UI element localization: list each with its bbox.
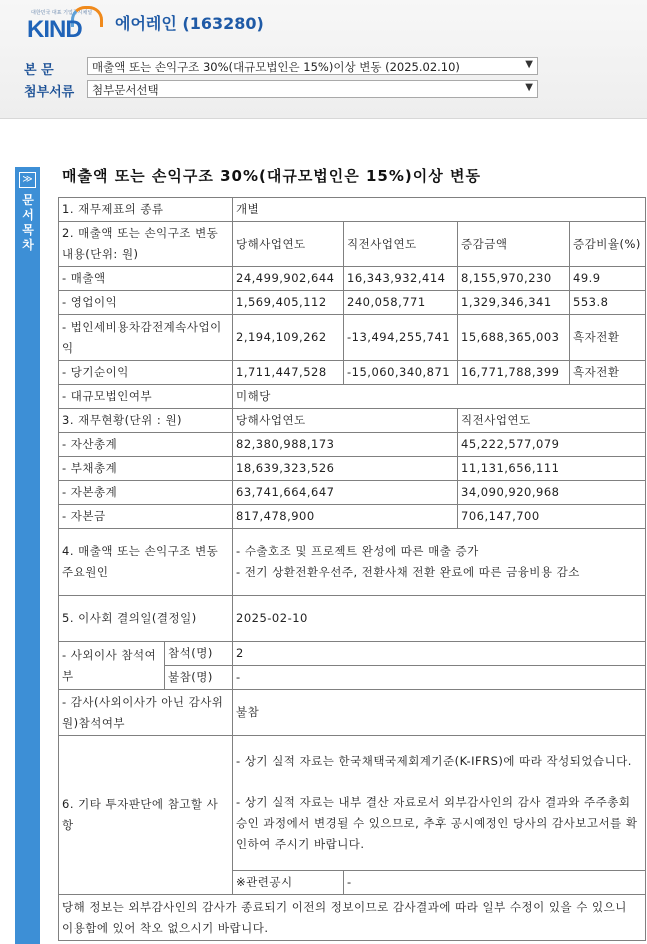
chevron-down-icon: ▼ [525,59,533,70]
disclosure-table [58,197,646,941]
table-row [59,457,646,481]
op-income-current: 1,569,405,112 [233,291,344,315]
large-corp-value: 미해당 [233,385,646,409]
auditor-attend-label: - 감사(사외이사가 아닌 감사위원)참석여부 [59,690,233,736]
net-income-previous: -15,060,340,871 [344,361,458,385]
table-row [59,481,646,505]
attend-label: 참석(명) [165,642,233,666]
kind-logo[interactable] [27,6,99,43]
table-row [59,690,646,736]
sales-rate: 49.9 [570,267,646,291]
table-row [59,198,646,222]
net-income-label: - 당기순이익 [59,361,233,385]
toc-label: 문서목차 [22,193,34,252]
company-name: 에어레인 (163280) [115,14,264,33]
attach-select-value: 첨부문서선택 [92,83,159,97]
pretax-income-label: - 법인세비용차감전계속사업이익 [59,315,233,361]
document-title: 매출액 또는 손익구조 30%(대규모법인은 15%)이상 변동 [62,167,481,185]
main-document-select[interactable] [87,57,538,75]
absent-label: 불참(명) [165,666,233,690]
total-liabilities-previous: 11,131,656,111 [458,457,646,481]
table-row [59,433,646,457]
reference-note-2: - 상기 실적 자료는 내부 결산 자료로서 외부감사인의 감사 결과와 주주총회 승인 과정에서 변경될 수 있으므로, 추후 공시예정인 당사의 감사보고서를 확인하여 주시기 바랍니다. [236,795,638,851]
table-row [59,895,646,941]
table-row [59,385,646,409]
absent-count: - [233,666,646,690]
col-change-amount: 증감금액 [458,222,570,267]
document-toc-tab[interactable] [15,167,40,944]
total-liabilities-current: 18,639,323,526 [233,457,458,481]
table-row [59,267,646,291]
total-equity-label: - 자본총계 [59,481,233,505]
expand-toc-icon[interactable]: ≫ [19,172,36,188]
board-resolution-date: 2025-02-10 [233,596,646,642]
table-row [59,505,646,529]
disclaimer-note: 당해 정보는 외부감사인의 감사가 종료되기 이전의 정보이므로 감사결과에 따라 일부 수정이 있을 수 있으니 이용함에 있어 착오 없으시기 바랍니다. [59,895,646,941]
net-income-current: 1,711,447,528 [233,361,344,385]
op-income-rate: 553.8 [570,291,646,315]
main-cause-line-2: - 전기 상환전환우선주, 전환사채 전환 완료에 따른 금융비용 감소 [236,565,580,579]
total-equity-current: 63,741,664,647 [233,481,458,505]
other-reference-notes [233,736,646,871]
op-income-label: - 영업이익 [59,291,233,315]
total-equity-previous: 34,090,920,968 [458,481,646,505]
fs-type-label: 1. 재무제표의 종류 [59,198,233,222]
op-income-diff: 1,329,346,341 [458,291,570,315]
main-label: 본 문 [24,63,54,78]
large-corp-label: - 대규모법인여부 [59,385,233,409]
outside-director-label: - 사외이사 참석여부 [59,642,165,690]
capital-stock-current: 817,478,900 [233,505,458,529]
auditor-attend-value: 불참 [233,690,646,736]
pretax-income-diff: 15,688,365,003 [458,315,570,361]
pretax-income-current: 2,194,109,262 [233,315,344,361]
sales-current: 24,499,902,644 [233,267,344,291]
col-current-year: 당해사업연도 [233,222,344,267]
fs-type-value: 개별 [233,198,646,222]
table-row [59,736,646,871]
net-income-diff: 16,771,788,399 [458,361,570,385]
attachment-select[interactable] [87,80,538,98]
capital-stock-previous: 706,147,700 [458,505,646,529]
main-cause-label: 4. 매출액 또는 손익구조 변동 주요원인 [59,529,233,596]
pretax-income-previous: -13,494,255,741 [344,315,458,361]
table-row [59,529,646,596]
header-bar [0,0,647,119]
total-assets-current: 82,380,988,173 [233,433,458,457]
main-cause-value [233,529,646,596]
sales-previous: 16,343,932,414 [344,267,458,291]
financial-status-label: 3. 재무현황(단위 : 원) [59,409,233,433]
main-cause-line-1: - 수출호조 및 프로젝트 완성에 따른 매출 증가 [236,544,479,558]
logo-tagline: 대한민국 대표 기업공시채널 [31,10,93,16]
sales-diff: 8,155,970,230 [458,267,570,291]
related-disclosure-value: - [344,871,646,895]
table-row [59,222,646,267]
fin-col-current-year: 당해사업연도 [233,409,458,433]
table-row [59,291,646,315]
change-section-label: 2. 매출액 또는 손익구조 변동내용(단위: 원) [59,222,233,267]
table-row [59,596,646,642]
board-resolution-label: 5. 이사회 결의일(결정일) [59,596,233,642]
fin-col-previous-year: 직전사업연도 [458,409,646,433]
net-income-rate: 흑자전환 [570,361,646,385]
table-row [59,409,646,433]
total-liabilities-label: - 부채총계 [59,457,233,481]
total-assets-previous: 45,222,577,079 [458,433,646,457]
main-select-value: 매출액 또는 손익구조 30%(대규모법인은 15%)이상 변동 (2025.02.10) [92,60,460,74]
capital-stock-label: - 자본금 [59,505,233,529]
attach-label: 첨부서류 [24,85,75,100]
sales-label: - 매출액 [59,267,233,291]
col-change-rate: 증감비율(%) [570,222,646,267]
col-previous-year: 직전사업연도 [344,222,458,267]
op-income-previous: 240,058,771 [344,291,458,315]
total-assets-label: - 자산총계 [59,433,233,457]
table-row [59,315,646,361]
table-row [59,361,646,385]
other-reference-label: 6. 기타 투자판단에 참고할 사항 [59,736,233,895]
attend-count: 2 [233,642,646,666]
table-row [59,642,646,666]
reference-note-1: - 상기 실적 자료는 한국채택국제회계기준(K-IFRS)에 따라 작성되었습니다. [236,754,632,768]
pretax-income-rate: 흑자전환 [570,315,646,361]
chevron-down-icon: ▼ [525,82,533,93]
related-disclosure-label: ※관련공시 [233,871,344,895]
logo-text: KIND [27,16,82,43]
